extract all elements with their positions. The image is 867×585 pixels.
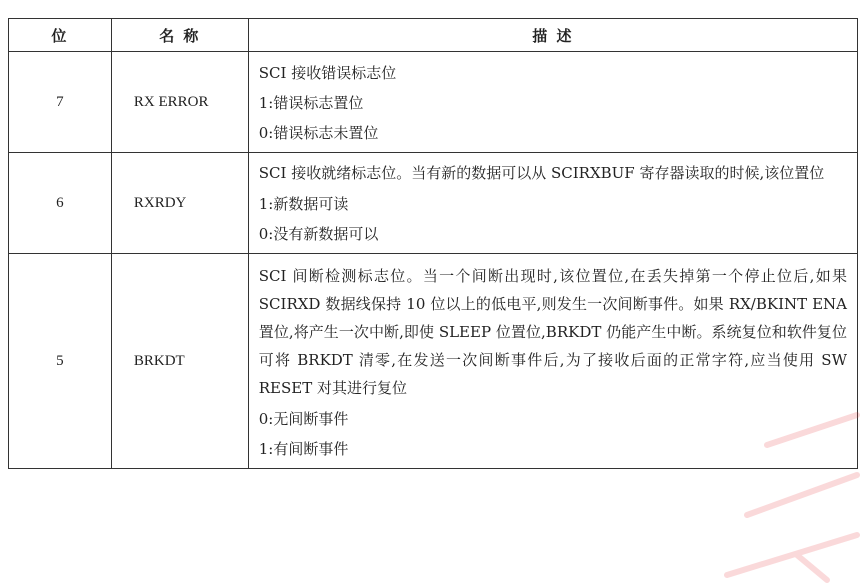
name-cell: BRKDT — [111, 254, 248, 469]
description-line: 0:无间断事件 — [258, 410, 349, 428]
description-line: SCI 接收错误标志位 — [258, 64, 397, 82]
table-row — [9, 52, 858, 153]
table-row — [9, 254, 858, 469]
description-cell — [248, 52, 857, 153]
description-line: 1:新数据可读 — [258, 195, 349, 213]
table-header-row — [9, 19, 858, 52]
description-line: 1:错误标志置位 — [258, 94, 364, 112]
description-main-text: SCI 间断检测标志位。当一个间断出现时,该位置位,在丢失掉第一个停止位后,如果 SCIRXD 数据线保持 10 位以上的低电平,则发生一次间断事件。如果 RX/BKINT ENA 置位,将产生一次中断,即使 SLEEP 位置位,BRKDT 仍能产生中断。系统复位和软件复位可将 BRKDT 清零,在发送一次间断事件后,为了接收后面的正常字符,应当使用 SW RESET 对其进行复位 — [258, 267, 847, 397]
header-description: 描 述 — [248, 19, 857, 52]
bit-cell: 6 — [9, 153, 112, 254]
bit-cell: 5 — [9, 254, 112, 469]
name-cell: RX ERROR — [111, 52, 248, 153]
register-bit-table — [8, 18, 858, 469]
description-line: 0:错误标志未置位 — [258, 124, 379, 142]
description-main-text: SCI 接收就绪标志位。当有新的数据可以从 SCIRXBUF 寄存器读取的时候,该位置位 — [258, 164, 825, 182]
header-name: 名 称 — [111, 19, 248, 52]
description-cell — [248, 153, 857, 254]
bit-cell: 7 — [9, 52, 112, 153]
description-line: 1:有间断事件 — [258, 440, 349, 458]
name-cell: RXRDY — [111, 153, 248, 254]
table-row — [9, 153, 858, 254]
description-cell — [248, 254, 857, 469]
header-bit: 位 — [9, 19, 112, 52]
description-line: 0:没有新数据可以 — [258, 225, 379, 243]
